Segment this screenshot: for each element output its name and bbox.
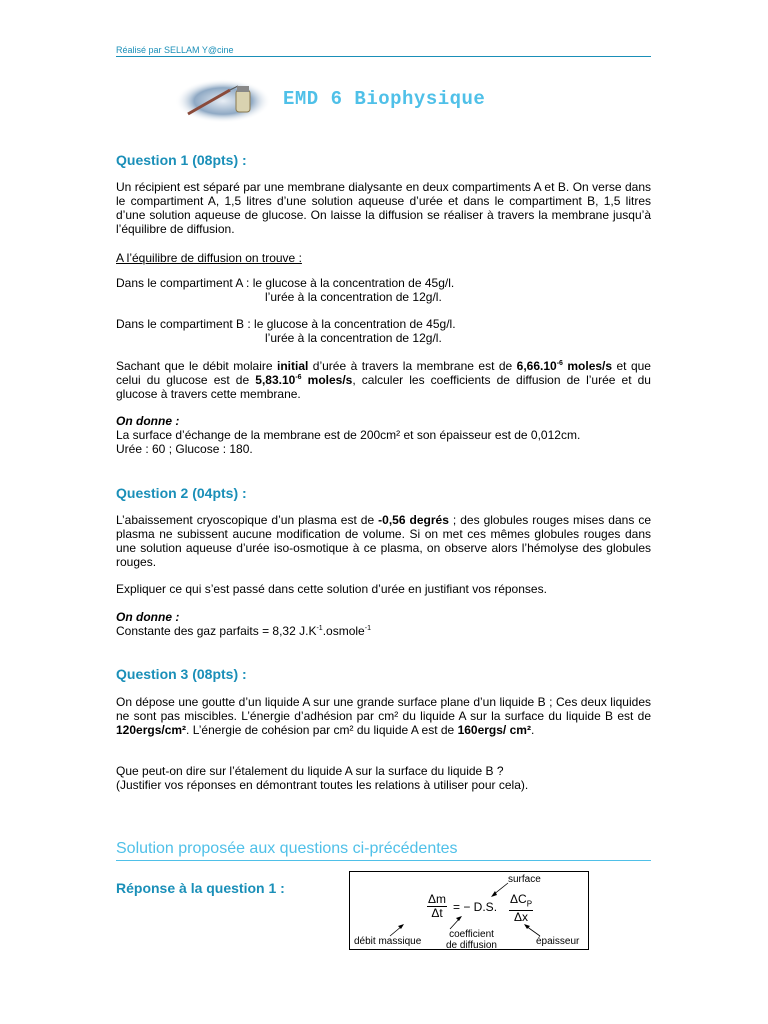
label-debit-massique: débit massique <box>354 936 422 947</box>
q3-p1-value-2: 160ergs/ cm² <box>457 723 531 737</box>
q1-compartment-b <box>116 317 651 345</box>
q3-p1-text-b: . L’énergie de cohésion par cm² du liquide A est de <box>186 723 458 737</box>
q2-given-1-a: Constante des gaz parfaits = 8,32 J.K <box>116 624 317 638</box>
q1-given-2: Urée : 60 ; Glucose : 180. <box>116 442 253 456</box>
fraction-dcp-dx <box>509 893 533 924</box>
q1-p2-value-1 <box>517 359 612 373</box>
q1-p2-text-d: , calculer les coefficients de diffusion de l’urée et du glucose à travers cette membrane. <box>116 373 651 401</box>
q2-given-1-exp2: -1 <box>364 625 371 632</box>
question-3-heading: Question 3 (08pts) : <box>116 666 247 682</box>
fraction-dm-dt <box>427 893 447 920</box>
formula-middle: = − D.S. <box>453 900 498 914</box>
denominator-dx: Δx <box>514 910 529 925</box>
label-epaisseur: épaisseur <box>536 936 580 947</box>
q3-p1-text-a: On dépose une goutte d’un liquide A sur une grande surface plane d’un liquide B ; Ces deux liquides ne sont pas miscibles. L’énergie d’adhésion par cm² du liquide A sur la surface du liquide B est de <box>116 695 651 723</box>
q3-p1-text-c: . <box>530 723 535 737</box>
q2-given-1-exp1: -1 <box>316 625 323 632</box>
q1-p2-initial: initial <box>276 359 309 373</box>
answer-1-heading: Réponse à la question 1 : <box>116 880 285 896</box>
dcp-sub: P <box>526 899 533 909</box>
q1-p2-value-2 <box>255 373 352 387</box>
q1-compartment-a <box>116 276 651 304</box>
q2-paragraph-2: Expliquer ce qui s’est passé dans cette solution d’urée en justifiant vos réponses. <box>116 582 547 596</box>
author-header: Réalisé par SELLAM Y@cine <box>116 45 651 57</box>
q3-justify-line: (Justifier vos réponses en démontrant toutes les relations à utiliser pour cela). <box>116 778 529 792</box>
q2-paragraph-1 <box>116 513 651 569</box>
q2-on-donne: On donne : <box>116 610 180 624</box>
q2-p1-text-a: L’abaissement cryoscopique d’un plasma est de <box>116 513 379 527</box>
q1-compA-line1: Dans le compartiment A : le glucose à la concentration de 45g/l. <box>116 276 455 290</box>
q1-equilibrium-intro <box>116 251 651 265</box>
q1-paragraph-1: Un récipient est séparé par une membrane dialysante en deux compartiments A et B. On verse dans le compartiment A, 1,5 litres d’une solution aqueuse d’urée et dans le compartiment B, 1,5 litres d’une solution aqueuse de glucose. On laisse la diffusion se réaliser à travers la membrane jusqu’à l’équilibre de diffusion. <box>116 180 651 236</box>
denominator-dt: Δt <box>431 906 443 920</box>
q1-p2-text-c: et que celui du glucose est de <box>116 359 651 387</box>
q2-p1-text-b: ; des globules rouges mises dans ce plasma ne subissent aucune modification de volume. Si on met ces mêmes globules rouges dans une solution aqueuse d’urée iso-osmotique à ce plasma, on observe alors l’hémolyse des globules rouges. <box>116 513 652 569</box>
label-coefficient <box>446 929 497 951</box>
q1-p2-v1-unit: moles/s <box>562 359 613 373</box>
label-surface: surface <box>508 874 541 885</box>
q1-compB-line2: l’urée à la concentration de 12g/l. <box>265 331 442 345</box>
q1-p2-v2-unit: moles/s <box>301 373 353 387</box>
q2-given-1 <box>116 624 651 638</box>
q1-p2-text-b: d’urée à travers la membrane est de <box>308 359 517 373</box>
solution-heading: Solution proposée aux questions ci-précédentes <box>116 840 651 861</box>
q1-given-1: La surface d’échange de la membrane est de 200cm² et son épaisseur est de 0,012cm. <box>116 428 581 442</box>
question-1-heading: Question 1 (08pts) : <box>116 152 247 168</box>
q3-p1-value-1: 120ergs/cm² <box>116 723 187 737</box>
q1-paragraph-2 <box>116 359 651 401</box>
q1-givens <box>116 414 651 456</box>
q1-p2-v1-exp: -6 <box>556 360 563 367</box>
question-2-heading: Question 2 (04pts) : <box>116 485 247 501</box>
q1-p2-text-a: Sachant que le débit molaire <box>116 359 277 373</box>
document-title: EMD 6 Biophysique <box>283 88 486 110</box>
q3-paragraph-1 <box>116 695 651 737</box>
q2-givens <box>116 610 651 638</box>
diffusion-formula-box <box>349 871 589 950</box>
q1-compA-line2: l’urée à la concentration de 12g/l. <box>265 290 442 304</box>
label-coefficient-1: coefficient <box>449 929 494 940</box>
q2-p1-value: -0,56 degrés <box>378 513 449 527</box>
q2-given-1-b: .osmole <box>322 624 365 638</box>
numerator-dcp <box>509 893 533 911</box>
q1-p2-v2-exp: -6 <box>295 374 302 381</box>
numerator-dm: Δm <box>428 892 447 906</box>
syringe-vial-logo <box>174 78 272 124</box>
q1-compB-line1: Dans le compartiment B : le glucose à la concentration de 45g/l. <box>116 317 456 331</box>
q1-p2-v2: 5,83.10 <box>255 373 296 387</box>
q1-equilibrium-intro-text: A l’équilibre de diffusion on trouve : <box>116 251 302 265</box>
dcp-text: ΔC <box>510 892 527 906</box>
q3-question-line: Que peut-on dire sur l’étalement du liquide A sur la surface du liquide B ? <box>116 764 504 778</box>
q1-p2-v1: 6,66.10 <box>516 359 557 373</box>
q3-paragraph-2 <box>116 764 651 792</box>
q1-on-donne: On donne : <box>116 414 180 428</box>
label-coefficient-2: de diffusion <box>446 940 497 951</box>
